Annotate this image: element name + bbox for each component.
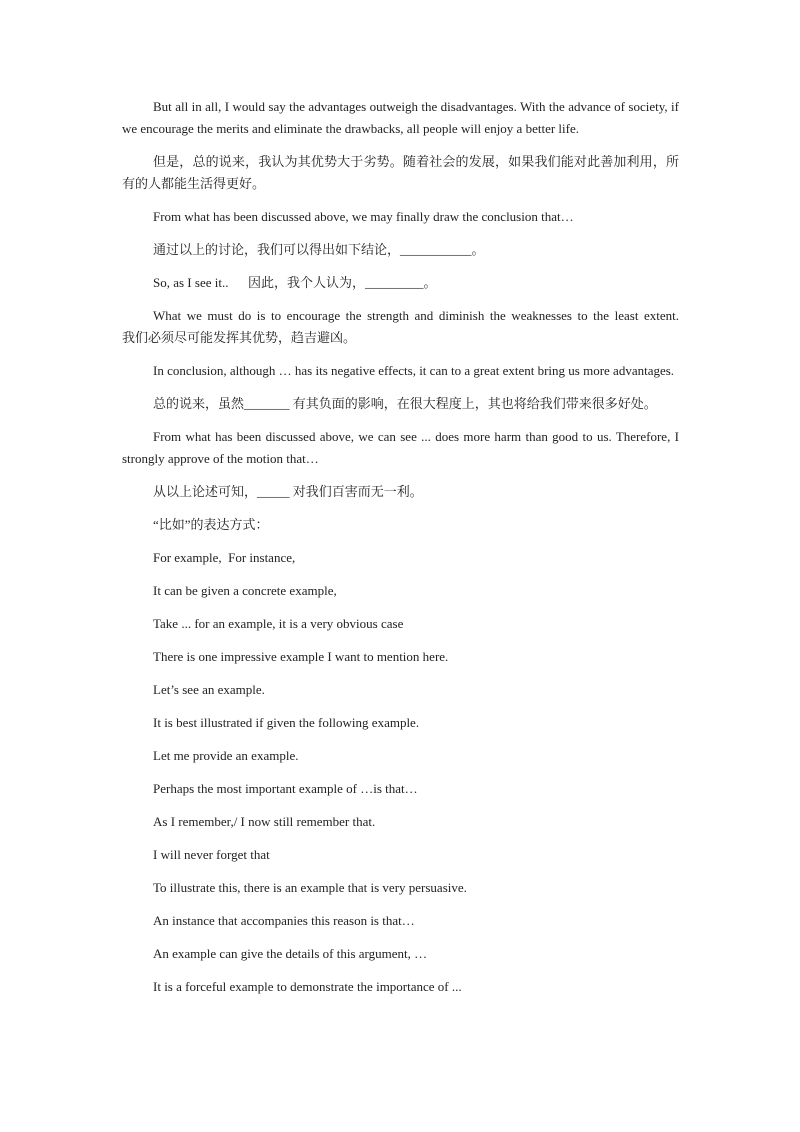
example-phrase: Perhaps the most important example of …is that…: [153, 781, 418, 796]
example-phrase: As I remember,/ I now still remember that.: [153, 814, 376, 829]
paragraph-draw-conclusion-zh: 通过以上的讨论，我们可以得出如下结论，___________。: [153, 242, 485, 257]
paragraph-in-conclusion: In conclusion, although … has its negative effects, it can to a great extent bring us more advantages.: [153, 363, 675, 378]
document-body: [122, 96, 715, 1009]
paragraph-advantages-outweigh: But all in all, I would say the advantages outweigh the disadvantages. With the advance of society, if we encourage the merits and eliminate the drawbacks, all people will enjoy a better life.: [122, 99, 683, 136]
paragraph-advantages-outweigh-zh: 但是，总的说来，我认为其优势大于劣势。随着社会的发展，如果我们能对此善加利用，所有的人都能生活得更好。: [122, 154, 679, 191]
paragraph-more-harm-than-good-zh: 从以上论述可知，_____ 对我们百害而无一利。: [153, 484, 423, 499]
paragraph-as-i-see-it: So, as I see it.. 因此，我个人认为，_________。: [153, 275, 437, 290]
paragraph-encourage-strength: What we must do is to encourage the strength and diminish the weaknesses to the least extent. 我们必须尽可能发挥其优势，趋吉避凶。: [122, 308, 715, 345]
example-phrase: To illustrate this, there is an example that is very persuasive.: [153, 880, 467, 895]
example-phrase: An instance that accompanies this reason is that…: [153, 913, 415, 928]
example-phrase: Let’s see an example.: [153, 682, 265, 697]
example-phrase: I will never forget that: [153, 847, 270, 862]
example-phrase: It is a forceful example to demonstrate the importance of ...: [153, 979, 462, 994]
example-phrase: Let me provide an example.: [153, 748, 299, 763]
example-phrase: An example can give the details of this argument, …: [153, 946, 428, 961]
paragraph-in-conclusion-zh: 总的说来，虽然_______ 有其负面的影响，在很大程度上，其也将给我们带来很多好处。: [153, 396, 657, 411]
paragraph-draw-conclusion: From what has been discussed above, we may finally draw the conclusion that…: [153, 209, 574, 224]
example-phrase: It is best illustrated if given the following example.: [153, 715, 420, 730]
example-phrase: For example, For instance,: [153, 550, 296, 565]
example-phrase: Take ... for an example, it is a very obvious case: [153, 616, 404, 631]
example-phrase: It can be given a concrete example,: [153, 583, 337, 598]
paragraph-more-harm-than-good: From what has been discussed above, we can see ... does more harm than good to us. Therefore, I strongly approve of the motion that…: [122, 429, 683, 466]
section-heading-examples: “比如”的表达方式：: [153, 517, 269, 532]
example-phrase: There is one impressive example I want to mention here.: [153, 649, 449, 664]
